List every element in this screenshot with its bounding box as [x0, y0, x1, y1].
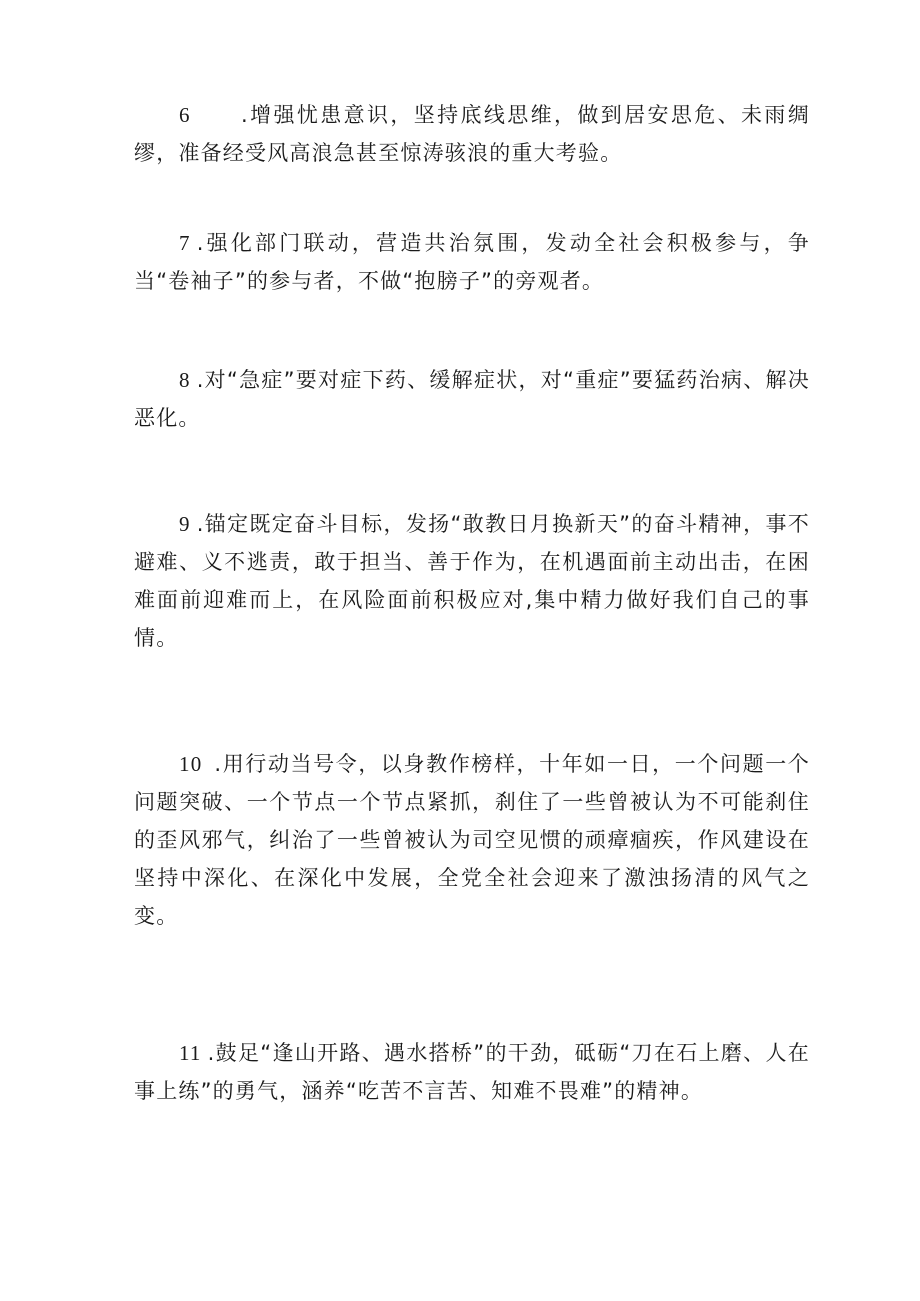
- item-separator: .: [241, 103, 249, 127]
- item-text: 对“急症”要对症下药、缓解症状，对“重症”要猛药治病、解决恶化。: [134, 368, 810, 430]
- list-item-6: [134, 96, 810, 172]
- item-text: 增强忧患意识，坚持底线思维，做到居安思危、未雨绸缪，准备经受风高浪急甚至惊涛骇浪的重大考验。: [134, 103, 810, 165]
- item-number: 8: [179, 368, 191, 392]
- item-text: 锚定既定奋斗目标，发扬“敢教日月换新天”的奋斗精神，事不避难、义不逃责，敢于担当、善于作为，在机遇面前主动出击，在困难面前迎难而上，在风险面前积极应对,集中精力做好我们自己的事情。: [134, 512, 810, 650]
- item-separator: .: [196, 231, 205, 255]
- item-separator: .: [196, 512, 205, 536]
- item-number: 7: [179, 231, 191, 255]
- list-item-10: [134, 745, 810, 935]
- item-number: 10: [179, 752, 203, 776]
- item-number: 11: [179, 1041, 202, 1065]
- item-separator: .: [196, 368, 205, 392]
- item-text: 鼓足“逢山开路、遇水搭桥”的干劲，砥砺“刀在石上磨、人在事上练”的勇气，涵养“吃苦不言苦、知难不畏难”的精神。: [134, 1041, 810, 1103]
- list-item-7: [134, 224, 810, 300]
- item-separator: .: [207, 1041, 216, 1065]
- item-number: 9: [179, 512, 191, 536]
- item-text: 强化部门联动，营造共治氛围，发动全社会积极参与，争当“卷袖子”的参与者，不做“抱膀子”的旁观者。: [134, 231, 810, 293]
- list-item-11: [134, 1034, 810, 1110]
- item-separator: .: [214, 752, 223, 776]
- item-text: 用行动当号令，以身教作榜样，十年如一日，一个问题一个问题突破、一个节点一个节点紧抓，刹住了一些曾被认为不可能刹住的歪风邪气，纠治了一些曾被认为司空见惯的顽瘴痼疾，作风建设在坚持中深化、在深化中发展，全党全社会迎来了激浊扬清的风气之变。: [134, 752, 810, 928]
- item-number: 6: [179, 103, 191, 127]
- list-item-9: [134, 505, 810, 657]
- list-item-8: [134, 361, 810, 437]
